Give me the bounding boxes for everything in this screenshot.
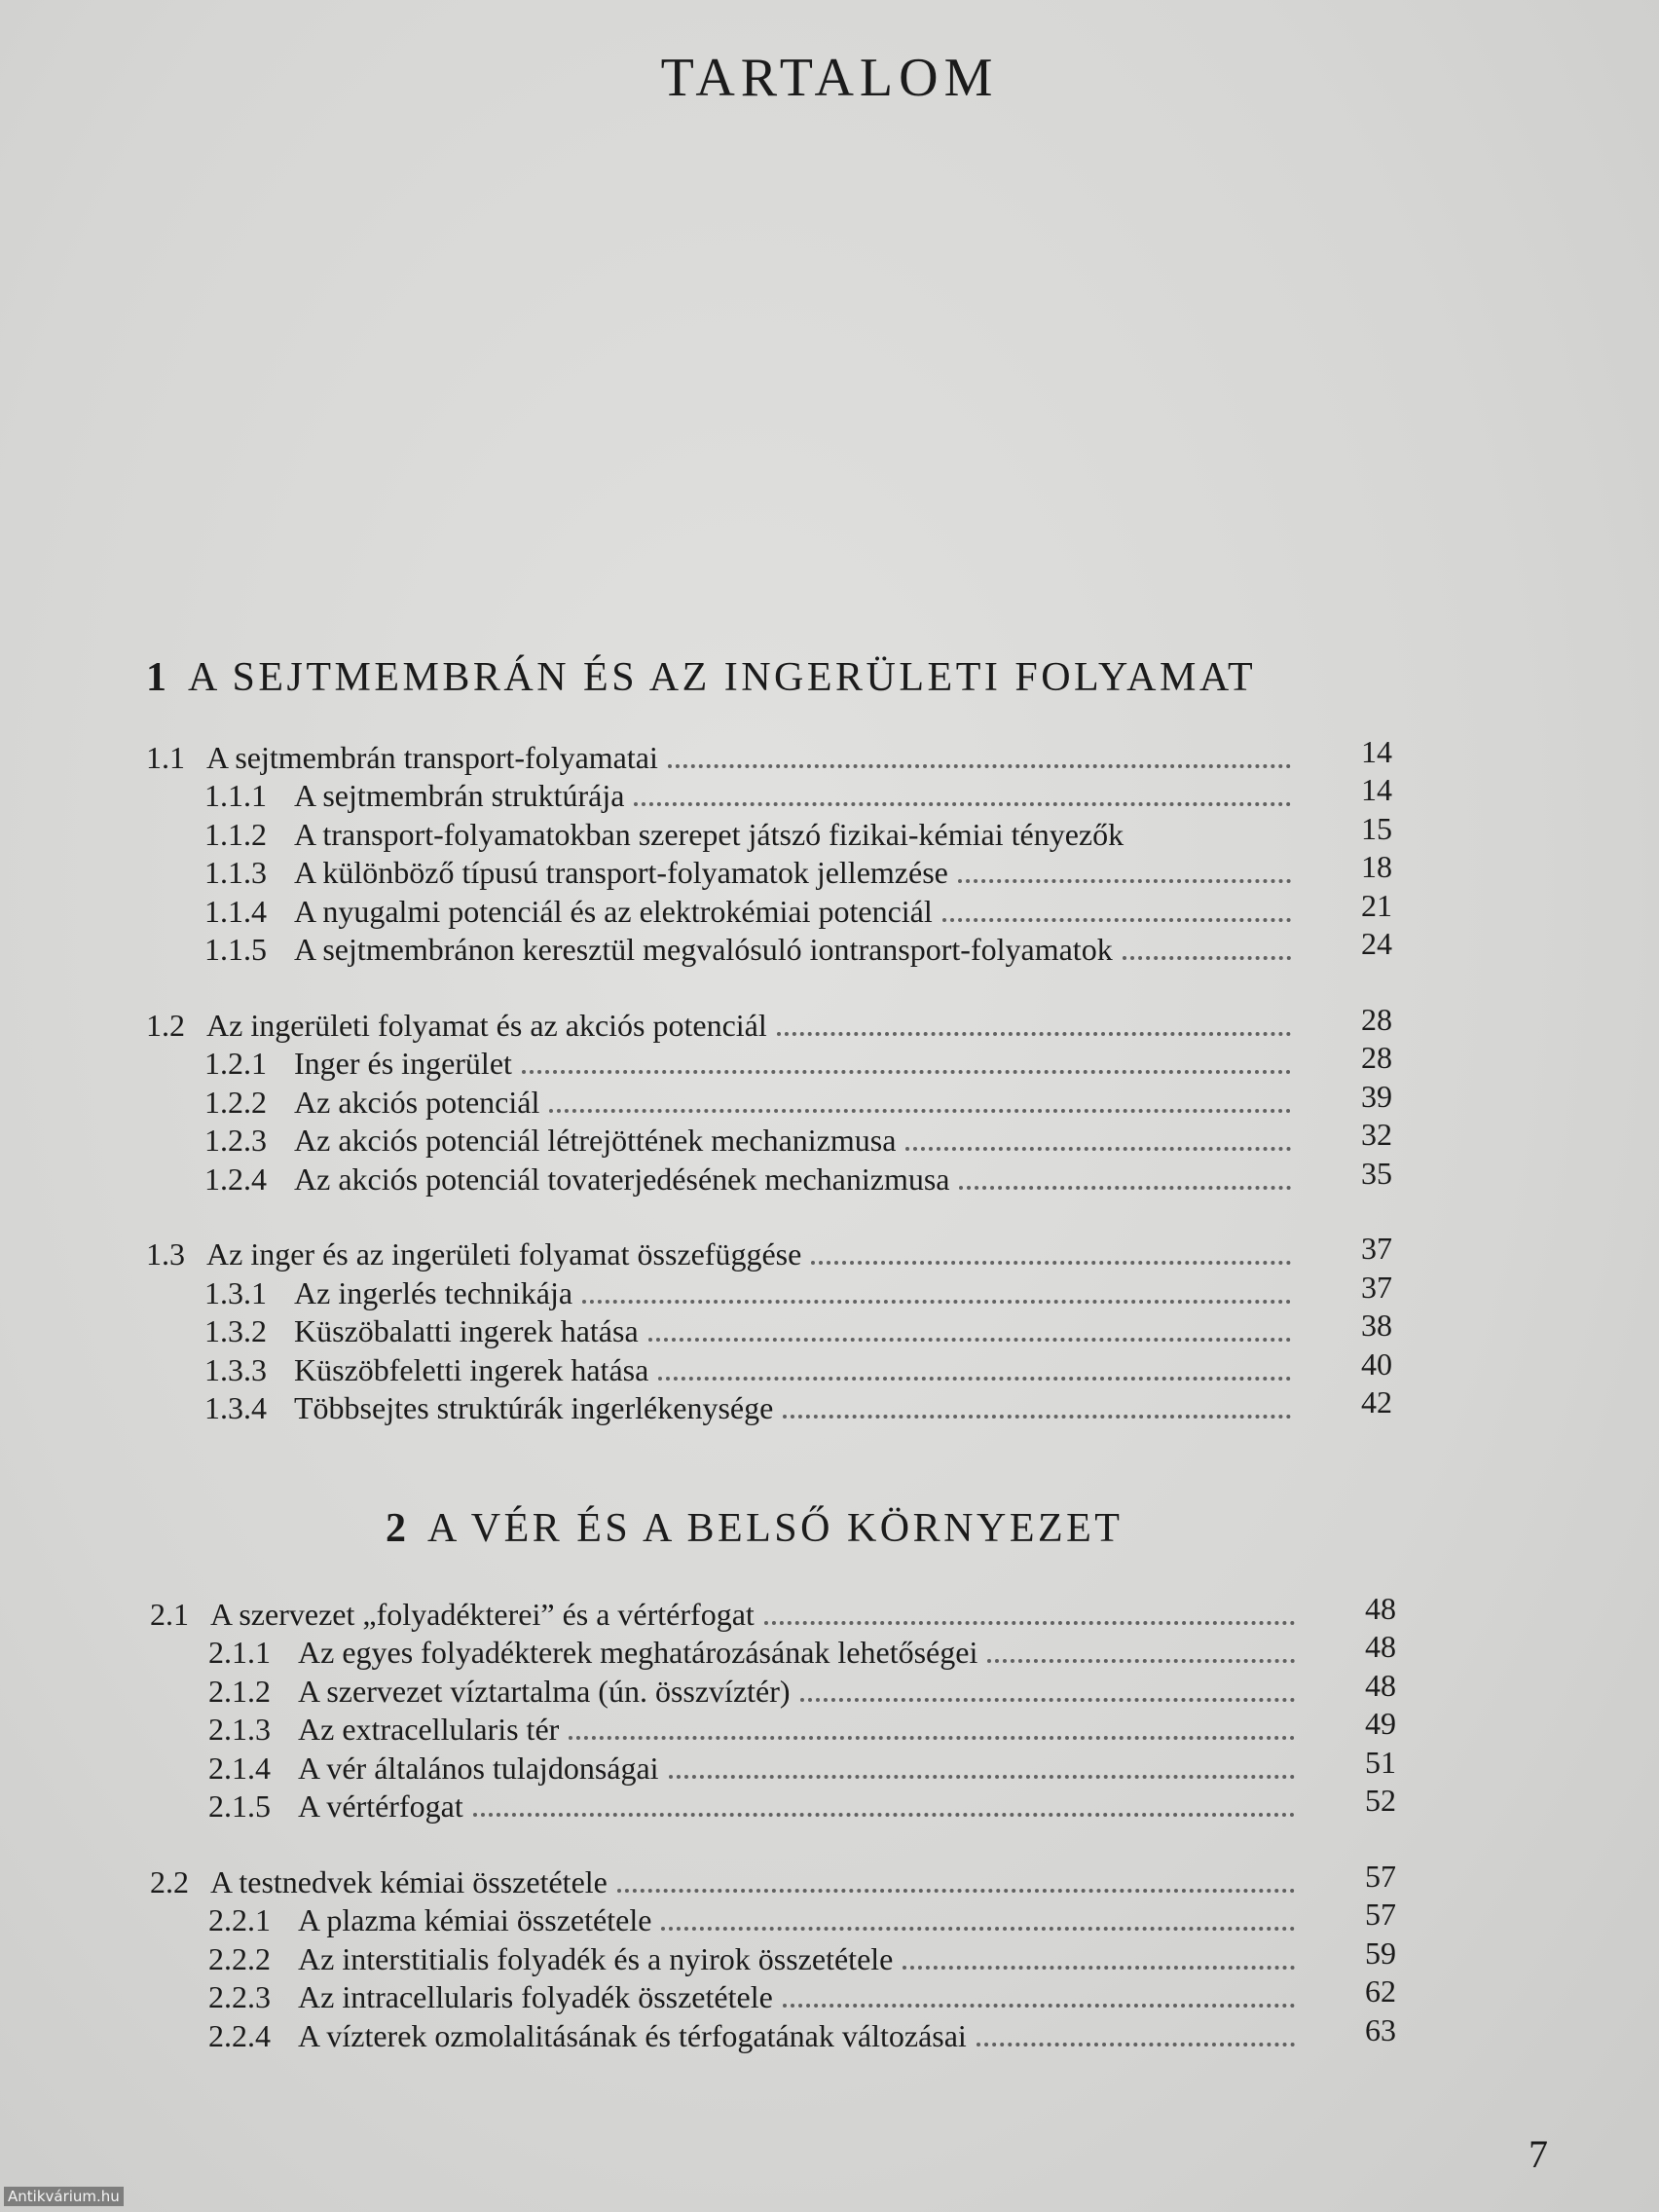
chapter-heading: [386, 1505, 1123, 1552]
section-number: 1.3: [146, 1236, 185, 1272]
subsection-number: 2.2.2: [208, 1940, 271, 1976]
chapter-title: A VÉR ÉS A BELSŐ KÖRNYEZET: [427, 1506, 1124, 1551]
dot-leader: [549, 1109, 1291, 1113]
chapter-number: 2: [386, 1506, 406, 1551]
page-number: 21: [1361, 887, 1392, 923]
subsection-number: 2.2.1: [208, 1902, 271, 1937]
subsection-number: 1.3.4: [204, 1390, 267, 1425]
subsection-title: A szervezet víztartalma (ún. összvíztér): [298, 1673, 791, 1709]
subsection-number: 1.2.4: [204, 1161, 267, 1197]
toc-section-row[interactable]: [146, 733, 1392, 776]
section-title: A sejtmembrán transport-folyamatai: [206, 739, 658, 775]
section-title: Az inger és az ingerületi folyamat összefüggése: [206, 1236, 802, 1272]
dot-leader: [661, 1927, 1295, 1931]
subsection-number: 1.3.1: [204, 1274, 267, 1310]
page-number: 48: [1365, 1590, 1396, 1626]
subsection-title: Inger és ingerület: [294, 1046, 512, 1081]
subsection-number: 2.1.1: [208, 1635, 271, 1670]
subsection-number: 1.2.3: [204, 1123, 267, 1158]
page-number: 40: [1361, 1346, 1392, 1382]
toc-section-row[interactable]: [146, 1001, 1392, 1044]
page-number: 42: [1361, 1384, 1392, 1419]
page-number: 57: [1365, 1897, 1396, 1932]
dot-leader: [942, 918, 1291, 922]
page-number: 28: [1361, 1001, 1392, 1037]
subsection-title: A különböző típusú transport-folyamatok jellemzése: [294, 855, 948, 890]
dot-leader: [634, 802, 1291, 806]
subsection-title: A vértérfogat: [298, 1788, 463, 1824]
subsection-title: Az extracellularis tér: [298, 1712, 560, 1747]
toc-subsection-row[interactable]: [146, 926, 1392, 969]
section-title: Az ingerületi folyamat és az akciós potenciál: [206, 1007, 767, 1043]
dot-leader: [777, 1032, 1291, 1036]
page-number: 59: [1365, 1935, 1396, 1971]
page-number: 14: [1361, 733, 1392, 769]
section-title: A szervezet „folyadékterei” és a vértérfogat: [210, 1596, 755, 1632]
section-number: 2.2: [150, 1863, 189, 1899]
subsection-number: 1.3.3: [204, 1351, 267, 1387]
dot-leader: [958, 879, 1291, 883]
dot-leader: [617, 1889, 1295, 1893]
dot-leader: [905, 1147, 1291, 1151]
page-number: 48: [1365, 1629, 1396, 1664]
subsection-title: A vér általános tulajdonságai: [298, 1750, 659, 1786]
page-number: 14: [1361, 772, 1392, 807]
subsection-title: Az akciós potenciál: [294, 1084, 540, 1120]
dot-leader: [811, 1261, 1291, 1265]
toc-section-row[interactable]: [150, 1590, 1396, 1633]
dot-leader: [764, 1621, 1295, 1625]
subsection-number: 2.1.4: [208, 1750, 271, 1786]
page-number: 48: [1365, 1667, 1396, 1703]
dot-leader: [648, 1338, 1291, 1342]
section-number: 2.1: [150, 1596, 189, 1632]
subsection-title: Az akciós potenciál létrejöttének mechanizmusa: [294, 1123, 897, 1158]
page-number: 52: [1365, 1783, 1396, 1818]
toc-subsection-row[interactable]: [146, 810, 1392, 853]
section-number: 1.1: [146, 739, 185, 775]
subsection-number: 1.2.1: [204, 1046, 267, 1081]
subsection-title: Küszöbalatti ingerek hatása: [294, 1313, 639, 1348]
toc-chapter-2: [150, 1590, 1396, 2054]
toc-subsection-row[interactable]: [150, 1783, 1396, 1825]
toc-subsection-row[interactable]: [150, 2011, 1396, 2054]
subsection-title: A nyugalmi potenciál és az elektrokémiai potenciál: [294, 893, 933, 929]
dot-leader: [569, 1736, 1295, 1740]
subsection-number: 1.2.2: [204, 1084, 267, 1120]
toc-chapter-1: [146, 733, 1392, 1426]
toc-subsection-row[interactable]: [150, 1667, 1396, 1710]
dot-leader: [1123, 956, 1291, 960]
section-number: 1.2: [146, 1007, 185, 1043]
subsection-number: 2.2.3: [208, 1979, 271, 2014]
subsection-title: Az akciós potenciál tovaterjedésének mechanizmusa: [294, 1161, 950, 1197]
dot-leader: [977, 2043, 1295, 2046]
page-number: 35: [1361, 1155, 1392, 1191]
toc-subsection-row[interactable]: [146, 1384, 1392, 1427]
subsection-number: 1.1.5: [204, 932, 267, 967]
page-number: 51: [1365, 1744, 1396, 1780]
subsection-number: 2.1.2: [208, 1673, 271, 1709]
chapter-heading: [146, 654, 1256, 701]
subsection-title: Az egyes folyadékterek meghatározásának lehetőségei: [298, 1635, 978, 1670]
dot-leader: [522, 1070, 1291, 1074]
subsection-number: 1.1.3: [204, 855, 267, 890]
page-number: 28: [1361, 1040, 1392, 1075]
subsection-number: 1.3.2: [204, 1313, 267, 1348]
toc-subsection-row[interactable]: [146, 1269, 1392, 1311]
toc-subsection-row[interactable]: [150, 1706, 1396, 1749]
toc-section-row[interactable]: [146, 1231, 1392, 1273]
subsection-number: 2.1.3: [208, 1712, 271, 1747]
subsection-number: 2.1.5: [208, 1788, 271, 1824]
page-number: 15: [1361, 810, 1392, 846]
dot-leader: [987, 1659, 1295, 1663]
toc-subsection-row[interactable]: [146, 772, 1392, 815]
toc-subsection-row[interactable]: [146, 1040, 1392, 1083]
toc-subsection-row[interactable]: [146, 849, 1392, 892]
toc-subsection-row[interactable]: [146, 887, 1392, 930]
subsection-title: A plazma kémiai összetétele: [298, 1902, 652, 1937]
page-number: 39: [1361, 1078, 1392, 1114]
dot-leader: [582, 1300, 1291, 1304]
dot-leader: [783, 1415, 1291, 1419]
chapter-number: 1: [146, 655, 166, 700]
page-number: 62: [1365, 1973, 1396, 2009]
toc-subsection-row[interactable]: [150, 1897, 1396, 1939]
page-number: 37: [1361, 1231, 1392, 1266]
page-number: 18: [1361, 849, 1392, 884]
subsection-number: 2.2.4: [208, 2017, 271, 2053]
dot-leader: [800, 1698, 1295, 1702]
page-number: 63: [1365, 2011, 1396, 2047]
subsection-title: A transport-folyamatokban szerepet játszó fizikai-kémiai tényezők: [294, 816, 1124, 852]
chapter-title: A SEJTMEMBRÁN ÉS AZ INGERÜLETI FOLYAMAT: [188, 655, 1257, 700]
subsection-title: Küszöbfeletti ingerek hatása: [294, 1351, 649, 1387]
dot-leader: [668, 764, 1291, 768]
toc-subsection-row[interactable]: [146, 1155, 1392, 1198]
subsection-title: Az interstitialis folyadék és a nyirok összetétele: [298, 1940, 894, 1976]
dot-leader: [903, 1966, 1295, 1970]
toc-subsection-row[interactable]: [150, 1935, 1396, 1977]
toc-subsection-row[interactable]: [150, 1973, 1396, 2016]
page-title: TARTALOM: [660, 48, 999, 108]
subsection-number: 1.1.4: [204, 893, 267, 929]
toc-subsection-row[interactable]: [146, 1078, 1392, 1121]
toc-subsection-row[interactable]: [146, 1346, 1392, 1388]
subsection-title: A sejtmembránon keresztül megvalósuló iontransport-folyamatok: [294, 932, 1113, 967]
page-number: 57: [1365, 1858, 1396, 1894]
toc-section-row[interactable]: [150, 1858, 1396, 1900]
subsection-title: Többsejtes struktúrák ingerlékenysége: [294, 1390, 774, 1425]
page-number: 32: [1361, 1117, 1392, 1152]
dot-leader: [658, 1377, 1291, 1381]
subsection-number: 1.1.1: [204, 778, 267, 813]
page-number: 37: [1361, 1269, 1392, 1305]
subsection-title: A vízterek ozmolalitásának és térfogatának változásai: [298, 2017, 967, 2053]
watermark-text: Antikvárium.hu: [4, 2187, 124, 2206]
page-number: 38: [1361, 1308, 1392, 1343]
dot-leader: [473, 1813, 1295, 1817]
toc-subsection-row[interactable]: [150, 1629, 1396, 1672]
dot-leader: [783, 2004, 1295, 2008]
toc-subsection-row[interactable]: [146, 1117, 1392, 1160]
page-folio: 7: [1529, 2132, 1548, 2176]
subsection-number: 1.1.2: [204, 816, 267, 852]
dot-leader: [669, 1775, 1295, 1779]
subsection-title: Az ingerlés technikája: [294, 1274, 573, 1310]
subsection-title: Az intracellularis folyadék összetétele: [298, 1979, 773, 2014]
section-title: A testnedvek kémiai összetétele: [210, 1863, 608, 1899]
toc-subsection-row[interactable]: [150, 1744, 1396, 1787]
page-number: 24: [1361, 926, 1392, 961]
subsection-title: A sejtmembrán struktúrája: [294, 778, 625, 813]
dot-leader: [959, 1186, 1291, 1190]
page-number: 49: [1365, 1706, 1396, 1741]
toc-subsection-row[interactable]: [146, 1308, 1392, 1350]
